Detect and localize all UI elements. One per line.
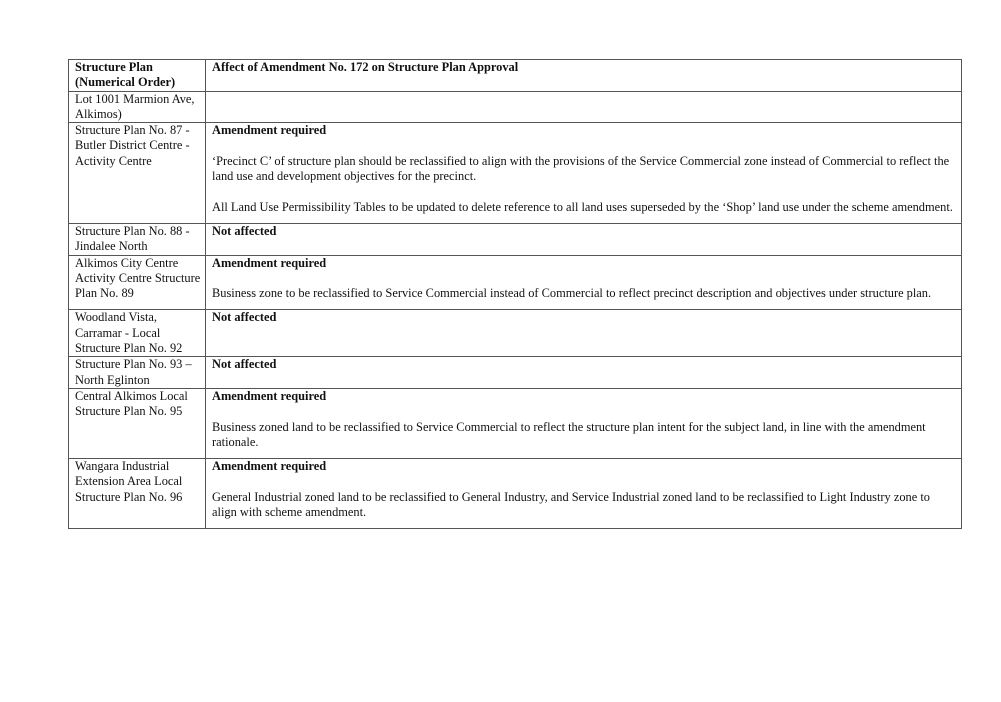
structure-plan-cell: Central Alkimos Local Structure Plan No. 95 xyxy=(69,388,206,458)
structure-plan-cell: Structure Plan No. 88 - Jindalee North xyxy=(69,223,206,255)
table-row xyxy=(69,123,962,224)
table-row xyxy=(69,223,962,255)
table-row xyxy=(69,357,962,389)
amendment-status: Not affected xyxy=(212,310,277,325)
header-amendment-affect: Affect of Amendment No. 172 on Structure Plan Approval xyxy=(206,60,962,92)
amendment-affect-cell xyxy=(206,123,962,224)
amendment-affect-cell xyxy=(206,223,962,255)
amendment-affect-cell xyxy=(206,388,962,458)
table-body xyxy=(69,91,962,529)
amendment-status: Not affected xyxy=(212,357,277,372)
table-row xyxy=(69,459,962,529)
structure-plan-cell: Structure Plan No. 87 - Butler District Centre - Activity Centre xyxy=(69,123,206,224)
structure-plan-cell: Lot 1001 Marmion Ave, Alkimos) xyxy=(69,91,206,123)
amendment-description: Business zoned land to be reclassified to Service Commercial to reflect the structure plan intent for the subject land, in line with the amendment rationale. xyxy=(212,419,926,449)
structure-plan-cell: Structure Plan No. 93 – North Eglinton xyxy=(69,357,206,389)
header-structure-plan: Structure Plan (Numerical Order) xyxy=(69,60,206,92)
amendment-affect-cell xyxy=(206,255,962,310)
amendment-status: Amendment required xyxy=(212,255,327,270)
structure-plan-cell: Woodland Vista, Carramar - Local Structure Plan No. 92 xyxy=(69,310,206,357)
amendment-description: General Industrial zoned land to be reclassified to General Industry, and Service Industrial zoned land to be reclassified to Light Industry zone to align with scheme amendment. xyxy=(212,489,930,520)
amendment-description: ‘Precinct C’ of structure plan should be reclassified to align with the provisions of the Service Commercial zone instead of Commercial to reflect the land use and development objectives for the precinct. xyxy=(212,153,950,184)
amendment-description: Business zone to be reclassified to Service Commercial instead of Commercial to reflect precinct description and objectives under structure plan. xyxy=(212,286,932,301)
table-row xyxy=(69,91,962,123)
structure-plan-table xyxy=(68,59,962,529)
amendment-status: Not affected xyxy=(212,223,277,238)
amendment-affect-cell xyxy=(206,459,962,529)
table-header-row xyxy=(69,60,962,92)
amendment-affect-cell xyxy=(206,91,962,123)
amendment-description: All Land Use Permissibility Tables to be updated to delete reference to all land uses superseded by the ‘Shop’ land use under the scheme amendment. xyxy=(212,199,953,214)
table-row xyxy=(69,310,962,357)
structure-plan-cell: Alkimos City Centre Activity Centre Structure Plan No. 89 xyxy=(69,255,206,310)
table-row xyxy=(69,388,962,458)
amendment-affect-cell xyxy=(206,357,962,389)
amendment-status: Amendment required xyxy=(212,123,327,138)
amendment-affect-cell xyxy=(206,310,962,357)
amendment-status: Amendment required xyxy=(212,388,327,403)
structure-plan-cell: Wangara Industrial Extension Area Local Structure Plan No. 96 xyxy=(69,459,206,529)
amendment-status: Amendment required xyxy=(212,459,327,474)
table-row xyxy=(69,255,962,310)
